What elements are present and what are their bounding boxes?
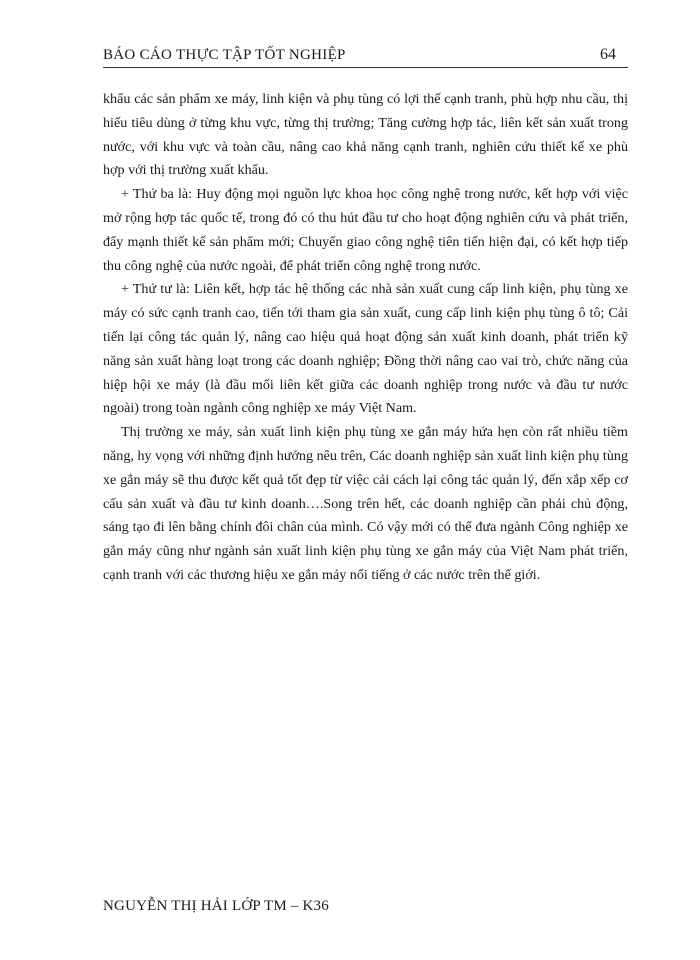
paragraph-continuation: khẩu các sản phẩm xe máy, linh kiện và phụ tùng có lợi thế cạnh tranh, phù hợp nhu cầu, thị hiếu tiêu dùng ở từng khu vực, từng thị trường; Tăng cường hợp tác, liên kết sản xuất trong nước, với khu vực và toàn cầu, nâng cao khả năng cạnh tranh, nghiên cứu thiết kế xe phù hợp với thị trường xuất khẩu. — [103, 91, 628, 179]
body-text — [103, 88, 628, 588]
paragraph-third-point: + Thứ ba là: Huy động mọi nguồn lực khoa học công nghệ trong nước, kết hợp với việc mở rộng hợp tác quốc tế, trong đó có thu hút đầu tư cho hoạt động nghiên cứu và phát triển, đẩy mạnh thiết kế sản phẩm mới; Chuyển giao công nghệ tiên tiến hiện đại, có kết hợp tiếp thu công nghệ của nước ngoài, để phát triển công nghệ trong nước. — [103, 186, 628, 274]
header-title: BÁO CÁO THỰC TẬP TỐT NGHIỆP — [103, 47, 346, 63]
paragraph-fourth-point: + Thứ tư là: Liên kết, hợp tác hệ thống các nhà sản xuất cung cấp linh kiện, phụ tùng xe máy có sức cạnh tranh cao, tiến tới tham gia sản xuất, cung cấp linh kiện phụ tùng ô tô; Cải tiến lại công tác quản lý, nâng cao hiệu quả hoạt động sản xuất kinh doanh, phát triển kỹ năng sản xuất hàng loạt trong các doanh nghiệp; Đồng thời nâng cao vai trò, chức năng của hiệp hội xe máy (là đầu mối liên kết giữa các doanh nghiệp trong nước và đầu tư nước ngoài) trong toàn ngành công nghiệp xe máy Việt Nam. — [103, 281, 628, 417]
page-number: 64 — [600, 46, 616, 63]
page-header — [103, 40, 628, 68]
page-footer: NGUYỄN THỊ HẢI LỚP TM – K36 — [103, 898, 329, 914]
paragraph-conclusion: Thị trường xe máy, sản xuất linh kiện phụ tùng xe gắn máy hứa hẹn còn rất nhiều tiềm năng, hy vọng với những định hướng nêu trên, Các doanh nghiệp sản xuất linh kiện phụ tùng xe gắn máy sẽ thu được kết quả tốt đẹp từ việc cải cách lại công tác quản lý, đến xắp xếp cơ cấu sản xuất và đầu tư kinh doanh….Song trên hết, các doanh nghiệp cần phải chủ động, sáng tạo đi lên bằng chính đôi chân của mình. Có vậy mới có thể đưa ngành Công nghiệp xe gắn máy cũng như ngành sản xuất linh kiện phụ tùng xe gắn máy của Việt Nam phát triển, cạnh tranh với các thương hiệu xe gắn máy nổi tiếng ở các nước trên thế giới. — [103, 424, 628, 583]
